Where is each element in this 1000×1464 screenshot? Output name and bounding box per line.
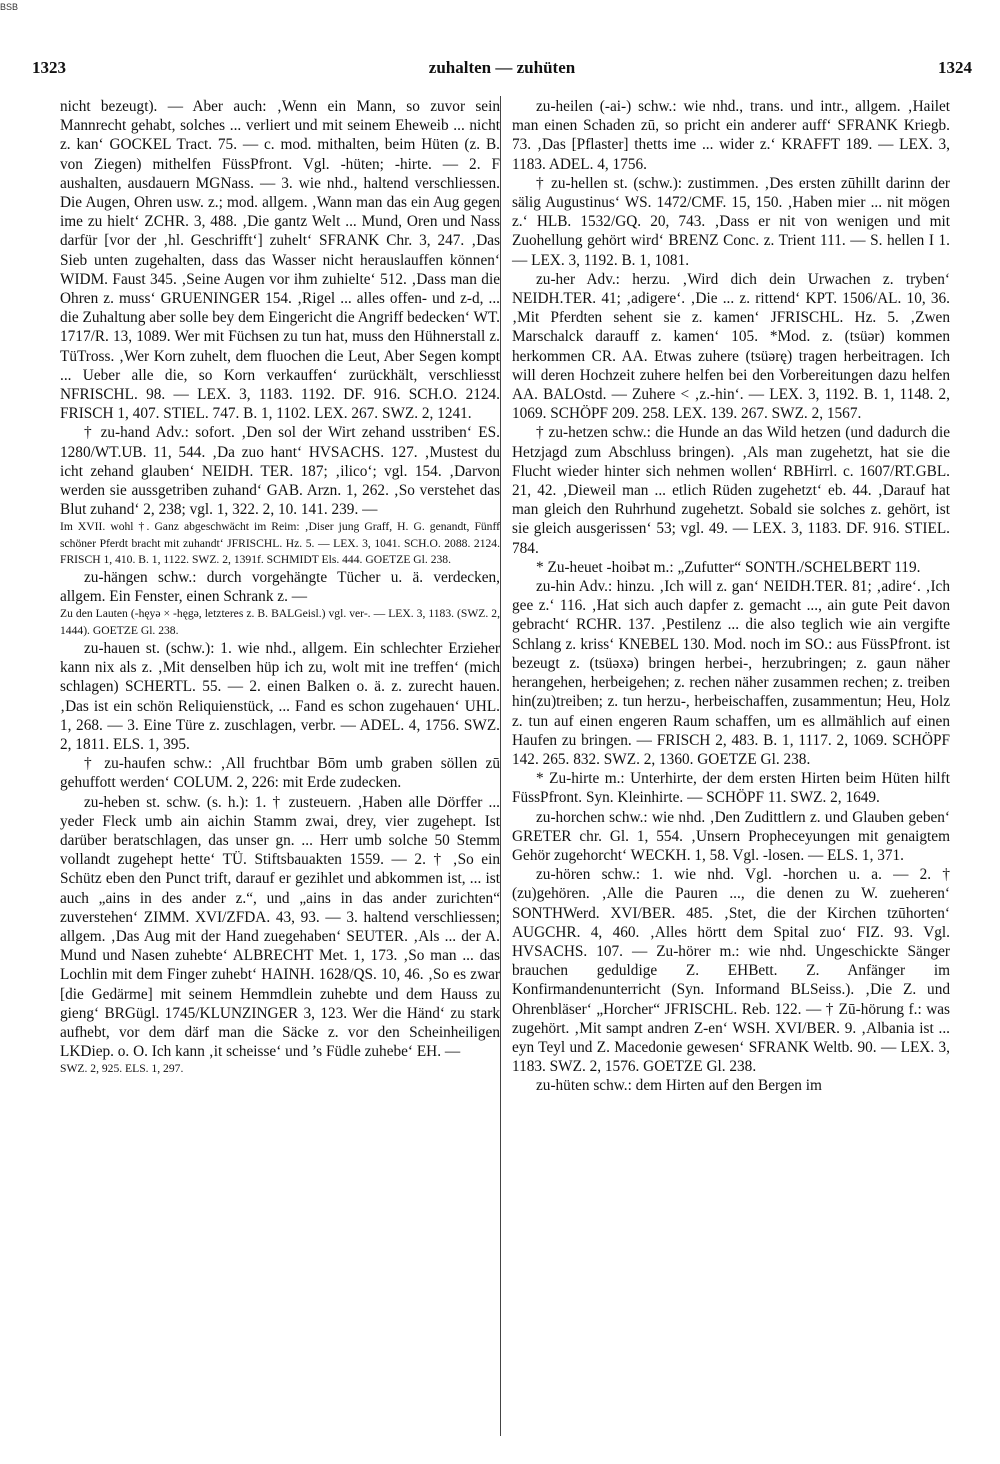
- dictionary-entry: zu-hüten schw.: dem Hirten auf den Bergen im: [536, 1077, 822, 1095]
- right-column: [512, 97, 950, 1096]
- running-header: [32, 58, 972, 84]
- dictionary-entry: zu-hauen st. (schw.): 1. wie nhd., allgem. Ein schlechter Erzieher kann nix als z. ‚Mit denselben hüp ich zu, wolt mit ine treffen‘ (mich schlagen) SCHERTL. 55. — 2. einen Balken o. ä. z. zurecht hauen. ‚Das ist ein schön Reliquienstück, ... Fand es schon zugehauen‘ UHL. 1, 268. — 3. Eine Türe z. zuschlagen, verbr. — ADEL. 4, 1756. SWZ. 2, 1811. ELS. 1, 395.: [60, 639, 500, 753]
- library-stamp: BSB: [0, 2, 19, 12]
- page-number-right: 1324: [938, 58, 972, 77]
- dictionary-entry: zu-heben st. schw. (s. h.): 1. † zusteuern. ‚Haben alle Dörffer ... yeder Fleck umb ain aichin Stamm zwai, drey, vier zugehept. Ist darüber beratschlagen, das unser gn. ... Herr umb solche 50 Stemm vollandt zugehept hette‘ TÜ. Stiftsbauakten 1559. — 2. † ‚So ein Schütz eben den Punct trift, darauf er gezihlet und abkommen ist, ... ist auch „ains in des ander z.“, und „ains in das ander zurichten“ zuverstehen‘ ZIMM. XVI/ZFDA. 43, 93. — 3. haltend verschliessen; allgem. ‚Das Aug mit der Hand zuegehaben‘ SEUTER. ‚Als ... der A. Mund und Nasen zuhebte‘ ALBRECHT Met. 1, 173. ‚So man ... das Lochlin mit dem Finger zuhebt‘ HAINH. 1628/QS. 10, 46. ‚So es zwar [die Gedärme] mit seinem Hemmdlein zuhebte und dem Hauss zu gieng‘ BRGügl. 1745/KLUNZINGER 3, 123. Wer die Händ‘ zu stark aufhebt, vor dem därf man die Säcke z. vor den Scheinheiligen LKDiep. o. O. Ich kann ‚it scheisse‘ und ’s Füdle zuhebe‘ EH. —: [60, 793, 500, 1061]
- page-number-left: 1323: [32, 58, 66, 77]
- reference-note: Zu den Lauten (-hęyə × -hęgə, letzteres z. B. BALGeisl.) vgl. ver-. — LEX. 3, 1183. (SWZ. 2, 1444). GOETZE Gl. 238.: [60, 607, 500, 637]
- dictionary-entry: nicht bezeugt). — Aber auch: ‚Wenn ein Mann, so zuvor sein Mannrecht gehabt, solches ... verliert und mit seinem Eheweib ... nicht z. kan‘ GOCKEL Tract. 75. — c. mod. mithalten, beim Hüten (z. B. von Ziegen) mithelfen FüssPfront. Vgl. -hüten; -hirte. — 2. F aushalten, ausdauern MGNass. — 3. wie nhd., haltend verschliessen. Die Augen, Ohren usw. z.; mod. allgem. ‚Wann man das ein Aug gegen ime zu hielt‘ ZCHR. 3, 488. ‚Die gantz Welt ... Mund, Oren und Nass darfür [vor der ‚hl. Geschrifft‘] zuhelt‘ SFRANK Chr. 3, 247. ‚Das Sieb unten zugehalten, dass das Wasser nicht herauslauffen können‘ WIDM. Faust 345. ‚Seine Augen vor ihm zuhielte‘ 512. ‚Dass man die Ohren z. muss‘ GRUENINGER 154. ‚Rigel ... alles offen- und z-d, ... die Zuhaltung aber solle bey dem Eingericht die Angriff bedecken‘ WT. 1717/R. 13, 1089. Wer mit Füchsen zu tun hat, muss den Hühnerstall z. TüTross. ‚Wer Korn zuhelt, dem fluochen die Leut, Aber Segen kompt ... Ueber alle die, so Korn verkauffen‘ zurückhält, verschliesst NFRISCHL. 98. — LEX. 3, 1183. 1192. DF. 916. SCH.O. 2124. FRISCH 1, 407. STIEL. 747. B. 1, 1102. LEX. 267. SWZ. 2, 1241.: [60, 98, 500, 423]
- dictionary-entry: † zu-hellen st. (schw.): zustimmen. ‚Des ersten zūhillt darinn der sälig Augustinus‘ WS. 1472/CMF. 15, 150. ‚Haben mier ... nit mögen z.‘ HLB. 1532/GQ. 20, 743. ‚Dass er nit von wenigen und mit Zuohellung gehört wird‘ BRENZ Conc. z. Trient 111. — S. hellen I 1. — LEX. 3, 1192. B. 1, 1081.: [512, 174, 950, 269]
- dictionary-entry: zu-hin Adv.: hinzu. ‚Ich will z. gan‘ NEIDH.TER. 81; ‚adire‘. ‚Ich gee z.‘ 116. ‚Hat sich auch dapfer z. gemacht ..., ain gute Peit davon gebracht‘ RCHR. 137. ‚Pestilenz ... die also teglich wie ain vergifte Schlang z. kriss‘ KNEBEL 130. Mod. noch im SO.: aus FüssPfront. ist bezeugt z. (tsüəxə) bringen herbei-, herzubringen; z. gaun näher herangehen, herbeigehen; z. rechen näher zusammen rechen; z. treiben hin(zu)treiben; z. tun herzu-, herbeischaffen, zusammentun; Heu, Holz z. tun auf einen engeren Raum schaffen, um es allmählich auf einen Haufen zu bringen. — FRISCH 2, 483. B. 1, 1117. 2, 1069. SCHÖPF 142. 265. 832. SWZ. 2, 1360. GOETZE Gl. 238.: [512, 578, 950, 768]
- dictionary-entry: * Zu-hirte m.: Unterhirte, der dem ersten Hirten beim Hüten hilft FüssPfront. Syn. Kleinhirte. — SCHÖPF 11. SWZ. 2, 1649.: [512, 770, 950, 807]
- reference-note: Im XVII. wohl †. Ganz abgeschwächt im Reim: ‚Diser jung Graff, H. G. genandt, Fünff schöner Pferdt bracht mit zuhandt‘ JFRISCHL. Hz. 5. — LEX. 3, 1041. SCH.O. 2088. 2124. FRISCH 1, 410. B. 1, 1122. SWZ. 2, 1391f. SCHMIDT Els. 444. GOETZE Gl. 238.: [60, 520, 500, 566]
- left-column: [60, 97, 500, 1078]
- dictionary-entry: † zu-hetzen schw.: die Hunde an das Wild hetzen (und dadurch die Hetzjagd zum Abschluss bringen). ‚Als man zugehetzt, hat sie die Flucht wieder hinter sich nehmen wollen‘ RBHirrl. c. 1607/RT.GBL. 21, 42. ‚Dieweil man ... etlich Rüden zugehetzt‘ eb. 44. ‚Darauf hat man gleich den Ruhrhund zugehetzt. Sobald sie solches z. gehört, ist sie gleich ausgerissen‘ 53; vgl. 49. — LEX. 3, 1183. DF. 916. STIEL. 784.: [512, 424, 950, 557]
- dictionary-entry: † zu-haufen schw.: ‚All fruchtbar Bōm umb graben söllen zū gehuffott werden‘ COLUM. 2, 226: mit Erde zudecken.: [60, 755, 500, 792]
- dictionary-entry: zu-hängen schw.: durch vorgehängte Tücher u. ä. verdecken, allgem. Ein Fenster, einen Schrank z. —: [60, 569, 500, 606]
- dictionary-entry: zu-horchen schw.: wie nhd. ‚Den Zudittlern z. und Glauben geben‘ GRETER chr. Gl. 1, 554. ‚Unsern Propheceyungen mit genaigtem Gehör zugehorcht‘ WECKH. 1, 58. Vgl. -losen. — ELS. 1, 371.: [512, 808, 950, 864]
- dictionary-entry: zu-hören schw.: 1. wie nhd. Vgl. -horchen u. a. — 2. † (zu)gehören. ‚Alle die Pauren ..., die denen zu W. zueheren‘ SONTHWerd. XVI/BER. 485. ‚Stet, die der Kirchen tzūhorten‘ AUGCHR. 4, 460. ‚Alles hörtt dem Spital zuo‘ FIZ. 93. Vgl. HVSACHS. 107. — Zu-hörer m.: wie nhd. Ungeschickte Sänger brauchen geduldige Z. EHBett. Z. Anfänger im Konfirmandenunterricht (Syn. Informand BLSeiss.). ‚Die Z. und Ohrenbläser‘ „Horcher“ JFRISCHL. Reb. 122. — † Zū-hörung f.: was zugehört. ‚Mit sampt andren Z-en‘ WSH. XVI/BER. 9. ‚Albania ist ... eyn Teyl und Z. Macedonie gewesen‘ SFRANK Weltb. 90. — LEX. 3, 1183. SWZ. 2, 1576. GOETZE Gl. 238.: [512, 866, 950, 1076]
- dictionary-entry: zu-her Adv.: herzu. ‚Wird dich dein Urwachen z. tryben‘ NEIDH.TER. 41; ‚adigere‘. ‚Die ... z. rittend‘ KPT. 1506/AL. 10, 36. ‚Mit Pferdten sehent sie z. kamen‘ JFRISCHL. Hz. 5. ‚Zwen Marschalck darauff z. kamen‘ 105. *Mod. z. (tsüər) kommen herkommen CR. AA. Etwas zuhere (tsüərę) tragen herbeitragen. Ich will deren Hochzeit zuhere helfen bei den Vorbereitungen dazu helfen AA. BALOstd. — Zuhere < ‚z.-hin‘. — LEX. 3, 1192. B. 1, 1148. 2, 1069. SCHÖPF 209. 258. LEX. 139. 267. SWZ. 2, 1567.: [512, 270, 950, 423]
- header-title: zuhalten — zuhüten: [428, 58, 576, 77]
- reference-note: SWZ. 2, 925. ELS. 1, 297.: [60, 1062, 184, 1076]
- dictionary-entry: * Zu-heuet -hoibət m.: „Zufutter“ SONTH./SCHELBERT 119.: [536, 558, 921, 576]
- dictionary-entry: zu-heilen (-ai-) schw.: wie nhd., trans. und intr., allgem. ‚Hailet man einen Schaden zū, so pricht ein anderer auff‘ SFRANK Kriegb. 73. ‚Das [Pflaster] thetts ime ... wider z.‘ KRAFFT 189. — LEX. 3, 1183. ADEL. 4, 1756.: [512, 98, 950, 173]
- dictionary-entry: † zu-hand Adv.: sofort. ‚Den sol der Wirt zehand usstriben‘ ES. 1280/WT.UB. 11, 544. ‚Da zuo hant‘ HVSACHS. 127. ‚Mustest du icht zehand glauben‘ NEIDH. TER. 187; ‚ilico‘; vgl. 154. ‚Darvon werden sie aussgetriben zuhand‘ GAB. Arzn. 1, 262. ‚So verstehet das Blut zuhand‘ 2, 238; vgl. 1, 322. 2, 10. 141. 239. —: [60, 424, 500, 519]
- column-divider: [500, 96, 501, 1436]
